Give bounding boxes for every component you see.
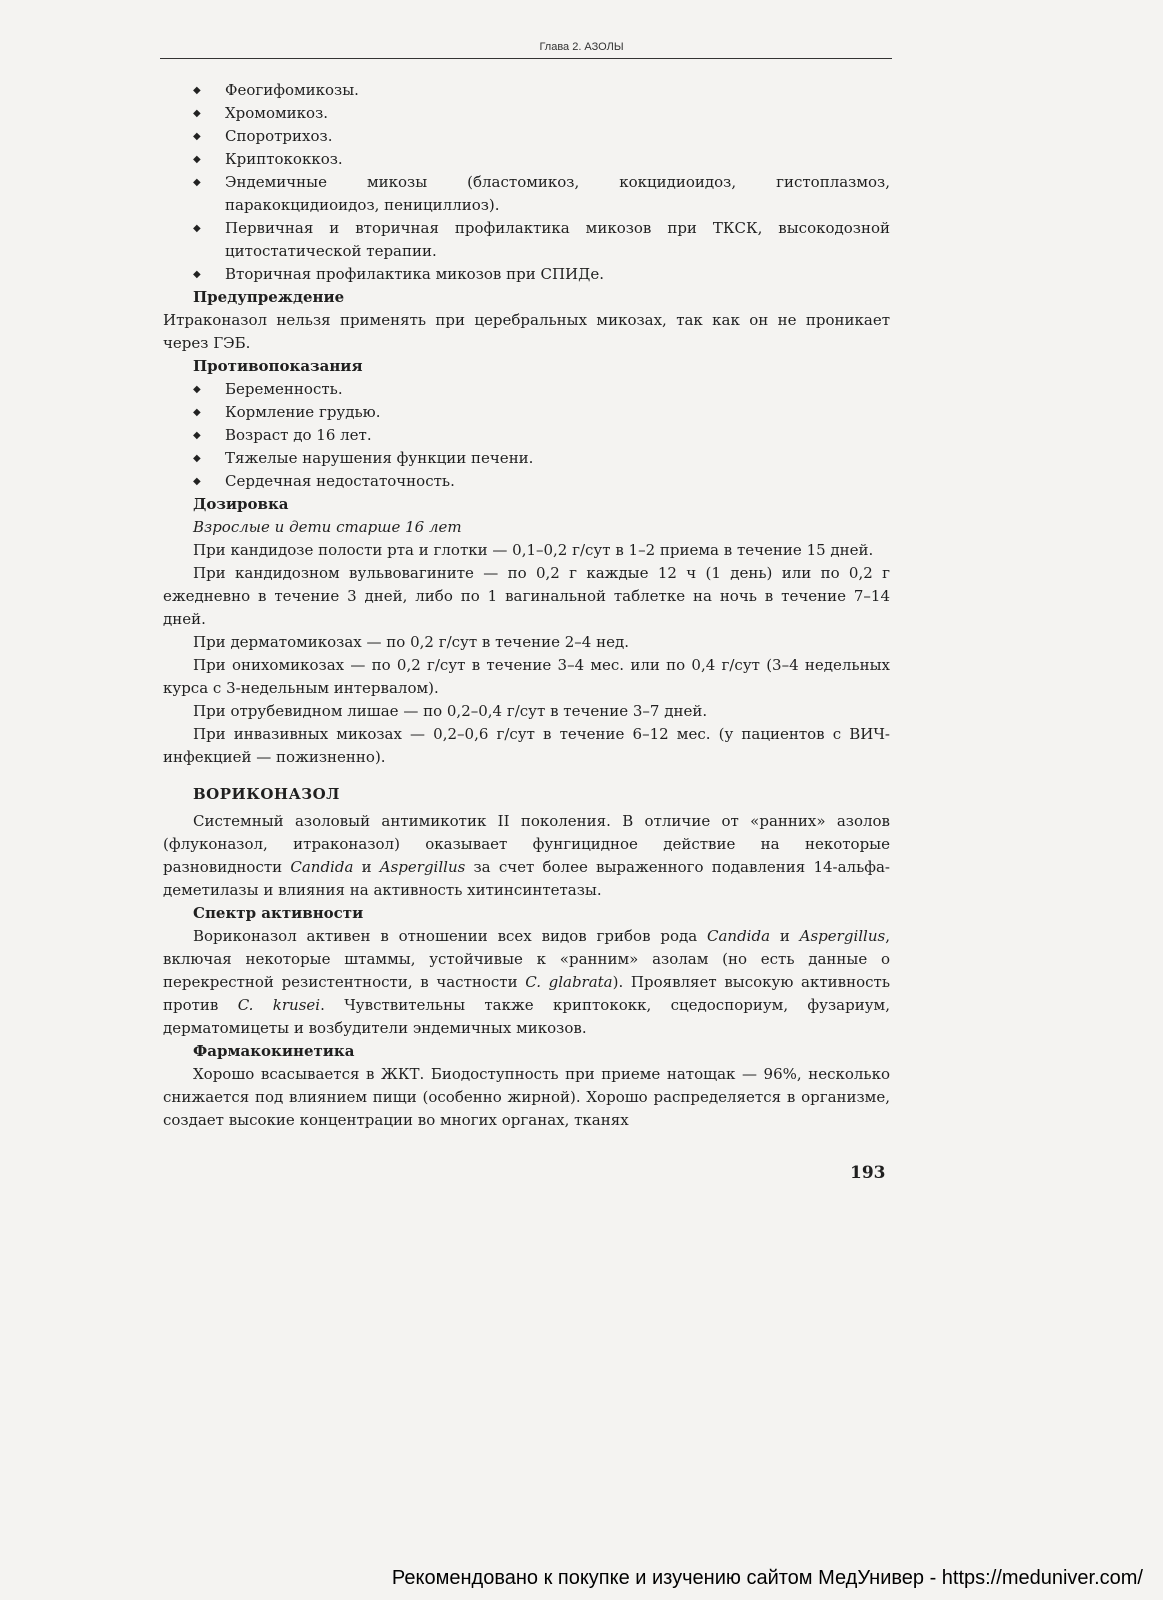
bullet-icon: ◆ [193, 131, 201, 142]
bullet-icon: ◆ [193, 384, 201, 395]
bullet-icon: ◆ [193, 177, 201, 188]
bullet-icon: ◆ [193, 453, 201, 464]
dosage-paragraph: При отрубевидном лишае — по 0,2–0,4 г/сут в течение 3–7 дней. [193, 702, 708, 720]
dosage-paragraph: При кандидозе полости рта и глотки — 0,1–0,2 г/сут в 1–2 приема в течение 15 дней. [193, 541, 874, 559]
running-title: Глава 2. АЗОЛЫ [539, 41, 624, 53]
bullet-icon: ◆ [193, 223, 201, 234]
pharmacokinetics-text: Хорошо всасывается в ЖКТ. Биодоступность при приеме натощак — 96%, несколько снижается под влиянием пищи (особенно жирной). Хорошо распределяется в организме, создает высокие концентрации во многих органах, тканях [163, 1065, 890, 1129]
dosage-subheading: Взрослые и дети старше 16 лет [193, 518, 462, 536]
dosage-paragraph: При кандидозном вульвовагините — по 0,2 г каждые 12 ч (1 день) или по 0,2 г ежедневно в течение 3 дней, либо по 1 вагинальной таблетке на ночь в течение 7–14 дней. [163, 564, 890, 628]
bullet-icon: ◆ [193, 85, 201, 96]
footer-note: Рекомендовано к покупке и изучению сайтом МедУнивер - https://meduniver.com/ [391, 1567, 1143, 1589]
list-item: ◆ Кормление грудью. [163, 401, 890, 424]
pharmacokinetics-heading: Фармакокинетика [193, 1042, 355, 1060]
dosage-paragraph: При инвазивных микозах — 0,2–0,6 г/сут в течение 6–12 мес. (у пациентов с ВИЧ-инфекцией — пожизненно). [163, 725, 890, 766]
contraindications-list [163, 378, 890, 493]
list-item: ◆ Возраст до 16 лет. [163, 424, 890, 447]
spectrum-heading: Спектр активности [193, 904, 364, 922]
list-item: ◆ Беременность. [163, 378, 890, 401]
voriconazole-intro: Системный азоловый антимикотик II поколения. В отличие от «ранних» азолов (флуконазол, итраконазол) оказывает фунгицидное действие на некоторые разновидности Candida и Aspergillus за счет более выраженного подавления 14-альфа-деметилазы и влияния на активность хитинсинтетазы. [163, 812, 890, 899]
dosage-heading: Дозировка [193, 495, 289, 513]
list-item: ◆ Хромомикоз. [163, 102, 890, 125]
list-item: ◆ Первичная и вторичная профилактика микозов при ТКСК, высокодозной цитостатической терапии. [193, 219, 890, 260]
header-rule [160, 58, 892, 59]
list-item: ◆ Феогифомикозы. [163, 79, 890, 102]
spectrum-text: Вориконазол активен в отношении всех видов грибов рода Candida и Aspergillus, включая некоторые штаммы, устойчивые к «ранним» азолам (но есть данные о перекрестной резистентности, в частности C. glabrata). Проявляет высокую активность против C. krusei. Чувствительны также криптококк, сцедоспориум, фузариум, дерматомицеты и возбудители эндемичных микозов. [163, 927, 890, 1037]
bullet-icon: ◆ [193, 476, 201, 487]
list-item: ◆ Вторичная профилактика микозов при СПИДе. [163, 263, 890, 286]
list-item: ◆ Эндемичные микозы (бластомикоз, кокцидиоидоз, гистоплазмоз, паракокцидиоидоз, пенициллиоз). [193, 173, 890, 214]
list-item: ◆ Споротрихоз. [163, 125, 890, 148]
list-item: ◆ Тяжелые нарушения функции печени. [163, 447, 890, 470]
bullet-icon: ◆ [193, 430, 201, 441]
bullet-icon: ◆ [193, 108, 201, 119]
list-item: ◆ Сердечная недостаточность. [163, 470, 890, 493]
indications-list [163, 79, 890, 286]
dosage-paragraph: При дерматомикозах — по 0,2 г/сут в течение 2–4 нед. [193, 633, 629, 651]
bullet-icon: ◆ [193, 154, 201, 165]
bullet-icon: ◆ [193, 407, 201, 418]
warning-text: Итраконазол нельзя применять при церебральных микозах, так как он не проникает через ГЭБ. [163, 311, 890, 352]
warning-heading: Предупреждение [193, 288, 345, 306]
section-title: ВОРИКОНАЗОЛ [193, 785, 340, 803]
dosage-paragraph: При онихомикозах — по 0,2 г/сут в течение 3–4 мес. или по 0,4 г/сут (3–4 недельных курса с 3-недельным интервалом). [163, 656, 890, 697]
list-item: ◆ Криптококкоз. [163, 148, 890, 171]
page-body [163, 79, 890, 1132]
page-number: 193 [850, 1163, 886, 1183]
bullet-icon: ◆ [193, 269, 201, 280]
contraindications-heading: Противопоказания [193, 357, 363, 375]
